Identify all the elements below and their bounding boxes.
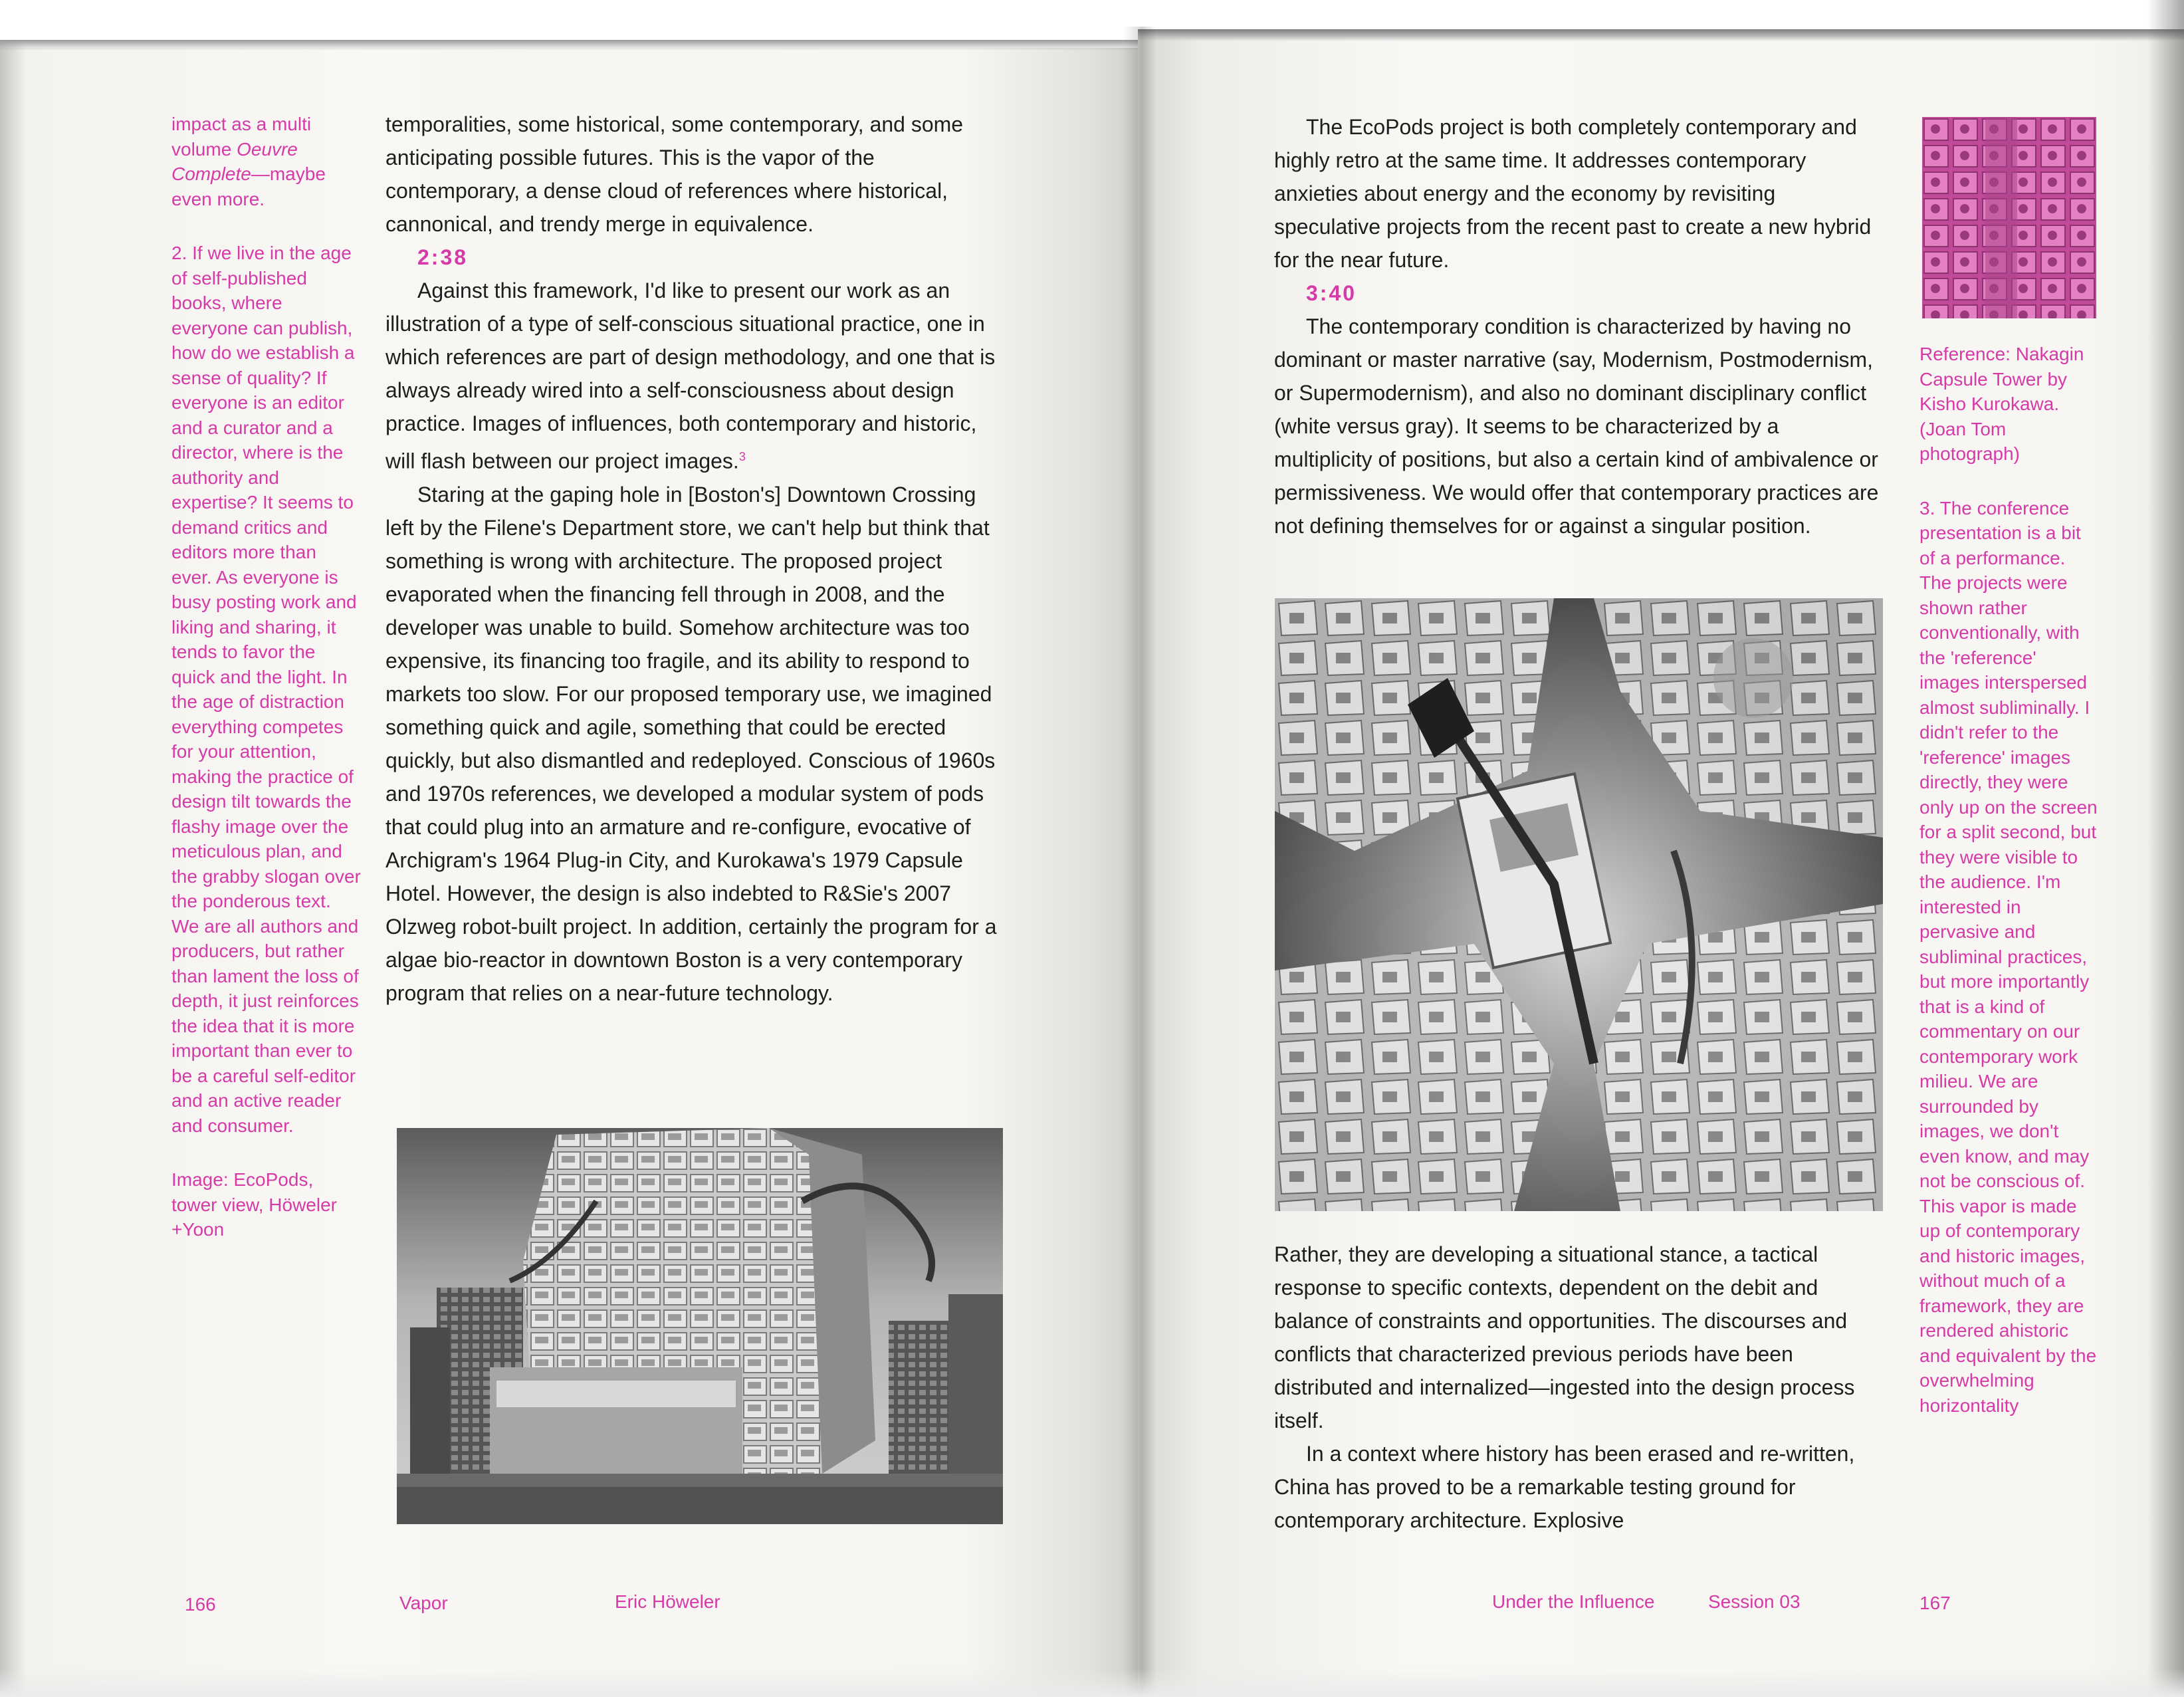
body-paragraph: Rather, they are developing a situational stance, a tactical response to specific contexts, dependent on the debit and balance of constraints and opportunities. The discourses and conflicts that characterized previous periods have been distributed and internalized—ingested into the design process itself. bbox=[1274, 1242, 1855, 1432]
ecopods-tower-photo bbox=[397, 1128, 1003, 1524]
running-title: Vapor bbox=[399, 1593, 448, 1613]
capsule-tower-illustration bbox=[1922, 117, 2096, 318]
timestamp: 3:40 bbox=[1306, 281, 1357, 305]
footnote-marker: 3 bbox=[738, 450, 746, 463]
right-main-column-bottom bbox=[1274, 1238, 1879, 1537]
page-number-left: 166 bbox=[185, 1594, 216, 1615]
page-top-shadow-left bbox=[0, 40, 1138, 51]
ecopods-aerial-illustration bbox=[1275, 598, 1883, 1211]
sidenote-2: 2. If we live in the age of self-published books, where everyone can publish, how do we establish a sense of quality? If everyone is an editor and a curator and a director, where is the authority and expertise? It seems to demand critics and editors more than ever. As everyone is busy posting work and liking and sharing, it tends to favor the quick and the light. In the age of distraction everything competes for your attention, making the practice of design tilt towards the flashy image over the meticulous plan, and the grabby slogan over the ponderous text. We are all authors and producers, but rather than lament the loss of depth, it just reinforces the idea that it is more important than ever to be a careful self-editor and an active reader and consumer. bbox=[171, 243, 361, 1136]
running-session: Session 03 bbox=[1708, 1591, 1801, 1612]
reference-caption: Reference: Nakagin Capsule Tower by Kisho Kurokawa. (Joan Tom photograph) bbox=[1919, 344, 2084, 464]
page-number-right: 167 bbox=[1919, 1593, 1951, 1613]
timestamp: 2:38 bbox=[417, 245, 469, 269]
page-top-shadow bbox=[1138, 29, 2184, 41]
body-paragraph-text: Against this framework, I'd like to present our work as an illustration of a type of self-conscious situational practice, one in which references are part of design methodology, and one that is always already wired into a self-consciousness about design practice. Images of influences, both contemporary and historic, will flash between our project images. bbox=[385, 279, 996, 473]
left-sidenotes bbox=[171, 112, 361, 1272]
left-main-column bbox=[385, 108, 1000, 1010]
right-sidenotes bbox=[1919, 342, 2099, 1447]
nakagin-capsule-tower-thumbnail bbox=[1922, 117, 2096, 318]
sidenote-continued-end: —maybe even more. bbox=[171, 164, 326, 209]
left-edge-shadow bbox=[0, 40, 27, 1697]
book-gutter bbox=[1123, 27, 1156, 1697]
sidenote-3: 3. The conference presentation is a bit of a performance. The projects were shown rather conventionally, with the 'reference' images interspersed almost subliminally. I didn't refer to the 'reference' images directly, they were only up on the screen for a split second, but they were visible to the audience. I'm interested in pervasive and subliminal practices, but more importantly that is a kind of commentary on our contemporary work milieu. We are surrounded by images, we don't even know, and may not be conscious of. This vapor is made up of contemporary and historic images, without much of a framework, they are rendered ahistoric and equivalent by the overwhelming horizontality bbox=[1919, 497, 2098, 1416]
body-paragraph: In a context where history has been erased and re-written, China has proved to be a remarkable testing ground for contemporary architecture. Explosive bbox=[1274, 1442, 1855, 1532]
ecopods-tower-illustration bbox=[397, 1128, 1003, 1524]
ecopods-aerial-photo bbox=[1275, 598, 1883, 1211]
sidenote-continued bbox=[171, 112, 361, 211]
image-caption: Image: EcoPods, tower view, Höweler +Yoon bbox=[171, 1169, 337, 1240]
sidenote-continued-text: impact as a multi volume bbox=[171, 114, 312, 160]
right-main-column-top bbox=[1274, 110, 1879, 542]
running-section: Under the Influence bbox=[1492, 1591, 1655, 1612]
body-paragraph: temporalities, some historical, some contemporary, and some anticipating possible futures. This is the vapor of the contemporary, a dense cloud of references where historical, cannonical, and trendy merge in equivalence. bbox=[385, 112, 964, 236]
sidenote-italic-title: Oeuvre Complete bbox=[171, 138, 298, 184]
body-paragraph: Staring at the gaping hole in [Boston's] Downtown Crossing left by the Filene's Department store, we can't help but think that something is wrong with architecture. The proposed project evaporated when the financing fell through in 2008, and the developer was unable to build. Somehow architecture was too expensive, its financing too fragile, and its ability to respond to markets too slow. For our proposed temporary use, we imagined something quick and agile, something that could be erected quickly, but also dismantled and redeployed. Conscious of 1960s and 1970s references, we developed a modular system of pods that could plug into an armature and re-configure, evocative of Archigram's 1964 Plug-in City, and Kurokawa's 1979 Capsule Hotel. However, the design is also indebted to R&Sie's 2007 Olzweg robot-built project. In addition, certainly the program for a algae bio-reactor in downtown Boston is a very contemporary program that relies on a near-future technology. bbox=[385, 482, 997, 1005]
body-paragraph: The contemporary condition is characterized by having no dominant or master narrative (say, Modernism, Postmodernism, or Supermodernism), and also no dominant disciplinary conflict (white versus gray). It seems to be characterized by a multiplicity of positions, but also a certain kind of ambivalence or permissiveness. We would offer that contemporary practices are not defining themselves for or against a singular position. bbox=[1274, 314, 1879, 538]
right-edge-shadow bbox=[2147, 0, 2184, 1697]
running-author: Eric Höweler bbox=[615, 1591, 720, 1612]
scan-bottom-shade bbox=[0, 1668, 2184, 1697]
body-paragraph: The EcoPods project is both completely contemporary and highly retro at the same time. It addresses contemporary anxieties about energy and the economy by revisiting speculative projects from the recent past to create a new hybrid for the near future. bbox=[1274, 115, 1872, 272]
body-paragraph bbox=[385, 274, 1000, 478]
